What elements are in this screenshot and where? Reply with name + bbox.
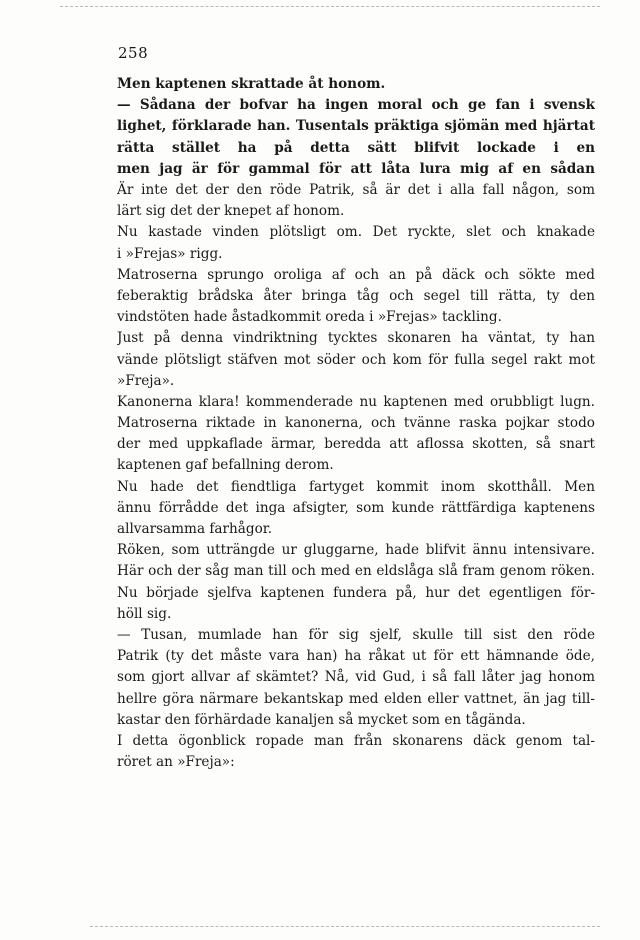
text-line: Röken, som utträngde ur gluggarne, hade blifvit ännu intensivare.: [117, 542, 595, 559]
text-line: feberaktig brådska åter bringa tåg och segel till rätta, ty den: [117, 287, 595, 304]
text-line: — Sådana der bofvar ha ingen moral och ge fan i svensk: [117, 97, 595, 114]
text-line: i »Frejas» rigg.: [117, 245, 223, 262]
text-line: vindstöten hade åstadkommit oreda i »Frejas» tackling.: [117, 309, 502, 326]
text-line: kastar den förhärdade kanaljen så mycket som en tågända.: [117, 711, 526, 728]
text-line: I detta ögonblick ropade man från skonarens däck genom tal-: [117, 732, 595, 749]
text-line: Matroserna sprungo oroliga af och an på däck och sökte med: [117, 266, 595, 283]
text-line: Men kaptenen skrattade åt honom.: [117, 76, 386, 92]
scan-edge-bottom: [90, 926, 600, 927]
text-line: lighet, förklarade han. Tusentals präktiga sjömän med hjärtat: [117, 118, 595, 135]
text-line: röret an »Freja»:: [117, 754, 235, 771]
text-line: kaptenen gaf befallning derom.: [117, 457, 334, 474]
text-line: Just på denna vindriktning tycktes skonaren ha väntat, ty han: [117, 330, 595, 347]
text-line: Nu kastade vinden plötsligt om. Det ryckte, slet och knakade: [117, 224, 595, 241]
scan-edge-top: [60, 6, 600, 7]
text-line: ännu förrådde det inga afsigter, som kunde rättfärdiga kaptenens: [117, 499, 595, 516]
text-line: Nu hade det fiendtliga fartyget kommit inom skotthåll. Men: [117, 478, 595, 495]
body-text: [117, 74, 595, 773]
text-line: lärt sig det der knepet af honom.: [117, 203, 345, 220]
text-line: som gjort allvar af skämtet? Nå, vid Gud, i så fall låter jag honom: [117, 669, 595, 686]
text-line: Patrik (ty det måste vara han) ha råkat ut för ett hämnande öde,: [117, 648, 595, 665]
text-line: höll sig.: [117, 605, 172, 622]
text-line: hellre göra närmare bekantskap med elden eller vattnet, än jag till-: [117, 690, 595, 707]
page-number: 258: [118, 44, 149, 62]
text-line: allvarsamma farhågor.: [117, 521, 273, 538]
text-line: »Freja».: [117, 372, 175, 389]
text-line: Kanonerna klara! kommenderade nu kaptenen med orubbligt lugn.: [117, 393, 595, 410]
text-line: vände plötsligt stäfven mot söder och kom för fulla segel rakt mot: [117, 351, 595, 368]
text-line: men jag är för gammal för att låta lura mig af en sådan: [117, 160, 595, 177]
text-line: Nu började sjelfva kaptenen fundera på, hur det egentligen för-: [117, 584, 595, 601]
text-line: Är inte det der den röde Patrik, så är det i alla fall någon, som: [117, 181, 595, 198]
text-line: Här och der såg man till och med en eldslåga slå fram genom röken.: [117, 563, 595, 580]
text-line: — Tusan, mumlade han för sig sjelf, skulle till sist den röde: [117, 627, 595, 643]
text-line: der med uppkaflade ärmar, beredda att aflossa skotten, så snart: [117, 436, 595, 453]
text-line: Matroserna riktade in kanonerna, och tvänne raska pojkar stodo: [117, 415, 595, 432]
text-line: rätta stället ha på detta sätt blifvit lockade i en: [117, 139, 595, 156]
